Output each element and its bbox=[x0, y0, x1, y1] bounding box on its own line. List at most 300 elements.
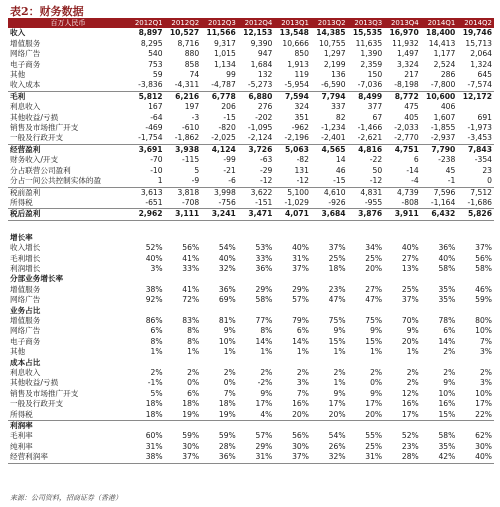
row-label: 电子商务 bbox=[10, 59, 41, 69]
table-cell: 7,512 bbox=[470, 187, 492, 197]
table-cell: 25% bbox=[401, 284, 419, 294]
table-cell: 82 bbox=[335, 112, 346, 122]
table-cell: 38% bbox=[145, 284, 163, 294]
table-cell: -6 bbox=[201, 176, 238, 187]
table-cell: 1,497 bbox=[397, 49, 419, 59]
table-cell bbox=[348, 306, 385, 316]
table-cell bbox=[384, 421, 421, 432]
table-cell: 5,812 bbox=[138, 91, 163, 101]
table-cell: 40% bbox=[457, 452, 494, 463]
table-cell bbox=[421, 306, 458, 316]
table-cell: 1,177 bbox=[433, 49, 456, 59]
table-cell: 1% bbox=[223, 347, 236, 357]
table-cell: 0% bbox=[223, 378, 236, 388]
table-cell bbox=[165, 274, 202, 284]
table-cell: 14% bbox=[438, 336, 456, 346]
table-cell: -1 bbox=[421, 176, 458, 187]
table-cell bbox=[384, 306, 421, 316]
table-cell: -2,770 bbox=[384, 133, 421, 144]
table-cell: 12% bbox=[401, 388, 419, 398]
table-cell: 18% bbox=[218, 399, 236, 409]
table-title: 表2：财务数据 bbox=[10, 5, 84, 18]
table-cell: 2,199 bbox=[323, 59, 346, 69]
table-cell: 41% bbox=[182, 253, 200, 263]
table-cell: 37% bbox=[165, 452, 202, 463]
table-cell: 6% bbox=[187, 388, 200, 398]
table-cell: 850 bbox=[294, 49, 309, 59]
table-cell: 86% bbox=[145, 315, 163, 325]
table-cell: 37% bbox=[274, 452, 311, 463]
table-header-row bbox=[8, 18, 494, 28]
row-label: 业务占比 bbox=[10, 305, 41, 315]
table-cell: 4,610 bbox=[323, 187, 346, 197]
table-row bbox=[8, 264, 494, 274]
row-label: 分占联营公司盈利 bbox=[10, 165, 71, 175]
table-cell: 3,726 bbox=[248, 144, 273, 154]
table-cell: 54% bbox=[218, 243, 236, 253]
table-cell bbox=[201, 220, 238, 233]
table-cell: -1,095 bbox=[247, 123, 273, 133]
table-row bbox=[8, 295, 494, 305]
table-cell: -115 bbox=[181, 155, 200, 165]
table-cell: 1,134 bbox=[214, 59, 236, 69]
table-cell: -12 bbox=[348, 176, 385, 187]
table-cell: 18% bbox=[328, 263, 346, 273]
table-cell: 1% bbox=[187, 347, 200, 357]
table-cell: 59% bbox=[182, 431, 200, 441]
section-header-row bbox=[8, 274, 494, 284]
table-cell bbox=[457, 220, 494, 233]
table-cell: 6% bbox=[150, 326, 163, 336]
table-cell bbox=[274, 306, 311, 316]
table-cell: 19% bbox=[165, 410, 202, 421]
section-header-row bbox=[8, 306, 494, 316]
table-cell: 28% bbox=[218, 441, 236, 451]
table-cell bbox=[201, 358, 238, 368]
table-cell: 1% bbox=[296, 347, 309, 357]
table-cell: -63 bbox=[259, 155, 273, 165]
table-cell: 74 bbox=[189, 70, 200, 80]
table-cell bbox=[384, 274, 421, 284]
table-cell: 150 bbox=[367, 70, 383, 80]
table-cell: 69% bbox=[218, 295, 236, 305]
table-cell: 56% bbox=[182, 243, 200, 253]
table-cell: 52% bbox=[145, 243, 163, 253]
table-body bbox=[8, 28, 494, 463]
table-cell: 13,548 bbox=[279, 28, 309, 38]
table-cell: 3,818 bbox=[177, 187, 200, 197]
table-cell: 37% bbox=[475, 243, 492, 253]
table-row bbox=[8, 220, 494, 233]
table-cell: 324 bbox=[294, 102, 309, 112]
table-cell: 14,413 bbox=[428, 38, 456, 48]
table-cell: 81% bbox=[218, 315, 236, 325]
table-cell: 8% bbox=[187, 326, 200, 336]
table-cell: 15% bbox=[421, 410, 458, 421]
table-cell bbox=[457, 233, 494, 243]
table-cell: 217 bbox=[404, 70, 419, 80]
table-cell: 18% bbox=[182, 399, 200, 409]
table-cell: 2% bbox=[443, 347, 456, 357]
table-cell: 9% bbox=[223, 326, 236, 336]
table-cell: 10,666 bbox=[282, 38, 309, 48]
table-cell: 10% bbox=[438, 388, 456, 398]
table-cell: -1,466 bbox=[357, 123, 383, 133]
row-label: 毛利增长 bbox=[10, 253, 41, 263]
table-cell: 16,970 bbox=[389, 28, 419, 38]
table-cell: 47% bbox=[365, 295, 383, 305]
table-cell: 3,911 bbox=[384, 209, 421, 220]
row-label: 增值服务 bbox=[10, 284, 41, 294]
table-cell: 8% bbox=[187, 336, 200, 346]
table-cell: -3,836 bbox=[128, 80, 165, 91]
table-row bbox=[8, 123, 494, 133]
table-cell: -469 bbox=[145, 123, 163, 133]
table-cell: 197 bbox=[184, 102, 200, 112]
table-cell bbox=[421, 233, 458, 243]
table-row bbox=[8, 198, 494, 209]
table-cell: -21 bbox=[223, 165, 236, 175]
table-cell: 15% bbox=[328, 336, 346, 346]
table-cell: 206 bbox=[221, 102, 236, 112]
table-cell bbox=[384, 220, 421, 233]
table-cell bbox=[128, 358, 165, 368]
table-cell: 167 bbox=[148, 102, 163, 112]
table-cell: 36% bbox=[438, 243, 456, 253]
table-cell bbox=[128, 274, 165, 284]
table-cell: 16% bbox=[401, 399, 419, 409]
table-cell bbox=[201, 274, 238, 284]
table-cell bbox=[311, 274, 348, 284]
table-cell: 2% bbox=[223, 368, 236, 377]
table-cell: 18% bbox=[145, 399, 163, 409]
table-cell: 40% bbox=[218, 253, 236, 263]
table-cell: -82 bbox=[296, 155, 309, 165]
table-cell: 59 bbox=[152, 70, 163, 80]
row-label: 经营盈利 bbox=[10, 144, 41, 154]
table-cell: -651 bbox=[128, 198, 165, 209]
table-cell: 2% bbox=[406, 368, 419, 377]
table-cell: 17% bbox=[384, 410, 421, 421]
table-cell: 3,471 bbox=[238, 209, 275, 220]
table-cell: 4,071 bbox=[274, 209, 311, 220]
table-cell: 2% bbox=[479, 368, 492, 377]
table-cell: 377 bbox=[367, 102, 383, 112]
table-cell: 62% bbox=[475, 431, 492, 441]
table-cell: 78% bbox=[438, 315, 456, 325]
table-cell: 7,594 bbox=[284, 91, 309, 101]
table-cell: 10% bbox=[218, 336, 236, 346]
table-cell bbox=[238, 220, 275, 233]
table-cell: 6% bbox=[443, 326, 456, 336]
table-cell: -1,754 bbox=[128, 133, 165, 144]
table-cell: 5,826 bbox=[457, 209, 494, 220]
table-cell: 119 bbox=[294, 70, 309, 80]
row-label: 增值服务 bbox=[10, 38, 41, 48]
table-cell: -151 bbox=[238, 198, 275, 209]
table-cell: 2% bbox=[443, 368, 456, 377]
table-cell: -15 bbox=[311, 176, 348, 187]
table-cell: 50 bbox=[372, 165, 383, 175]
header-period: 2014Q2 bbox=[457, 18, 494, 28]
table-cell: 858 bbox=[184, 59, 200, 69]
table-cell: 2% bbox=[296, 368, 309, 377]
header-period: 2013Q2 bbox=[311, 18, 348, 28]
table-cell: 20% bbox=[274, 410, 311, 421]
table-cell: 2% bbox=[187, 368, 200, 377]
table-cell: 753 bbox=[148, 59, 163, 69]
table-cell: -2,937 bbox=[421, 133, 458, 144]
table-cell: 1,684 bbox=[250, 59, 273, 69]
table-row bbox=[8, 60, 494, 70]
table-cell: 19% bbox=[201, 410, 238, 421]
table-cell: -202 bbox=[255, 112, 273, 122]
table-row bbox=[8, 70, 494, 80]
table-cell bbox=[384, 358, 421, 368]
table-cell: 3% bbox=[296, 378, 309, 388]
table-cell: -15 bbox=[223, 112, 236, 122]
table-cell bbox=[238, 421, 275, 432]
table-cell: 15,713 bbox=[465, 38, 492, 48]
table-cell: 4,124 bbox=[211, 144, 236, 154]
table-cell: 6 bbox=[413, 155, 419, 165]
table-cell: 27% bbox=[401, 253, 419, 263]
header-period: 2014Q1 bbox=[421, 18, 458, 28]
row-label: 收入增长 bbox=[10, 243, 41, 253]
row-label: 财务收入/开支 bbox=[10, 155, 59, 165]
table-cell: 40% bbox=[438, 253, 456, 263]
table-cell: -354 bbox=[474, 155, 492, 165]
header-period: 2013Q3 bbox=[348, 18, 385, 28]
table-cell bbox=[348, 274, 385, 284]
table-cell: 80% bbox=[475, 315, 492, 325]
table-cell: 286 bbox=[440, 70, 456, 80]
table-cell: 32% bbox=[218, 263, 236, 273]
table-cell: 5 bbox=[194, 165, 200, 175]
table-cell bbox=[311, 358, 348, 368]
table-row bbox=[8, 144, 494, 155]
table-cell bbox=[274, 421, 311, 432]
row-label: 增长率 bbox=[10, 232, 33, 242]
row-label: 税后盈利 bbox=[8, 209, 128, 220]
table-cell: 8,295 bbox=[140, 38, 163, 48]
table-cell: -4 bbox=[384, 176, 421, 187]
table-cell: 6% bbox=[296, 326, 309, 336]
table-cell: 47% bbox=[328, 295, 346, 305]
table-cell: 31% bbox=[238, 452, 275, 463]
table-cell: 60% bbox=[145, 431, 163, 441]
table-cell bbox=[201, 421, 238, 432]
table-cell: 15,535 bbox=[352, 28, 383, 38]
table-cell: 2,064 bbox=[470, 49, 492, 59]
table-cell: 1 bbox=[128, 176, 165, 187]
table-cell: 56% bbox=[292, 431, 309, 441]
table-cell: -238 bbox=[438, 155, 456, 165]
table-cell: 75% bbox=[328, 315, 346, 325]
table-cell: 7,790 bbox=[431, 144, 456, 154]
table-cell: 3,691 bbox=[138, 144, 163, 154]
table-cell: -4,311 bbox=[165, 80, 202, 91]
financial-table bbox=[8, 18, 494, 464]
table-cell: 691 bbox=[477, 112, 492, 122]
row-label: 利润增长 bbox=[10, 263, 41, 273]
table-cell: 36% bbox=[255, 263, 273, 273]
table-cell: 77% bbox=[255, 315, 273, 325]
row-label bbox=[8, 220, 128, 233]
table-cell: 0% bbox=[370, 378, 383, 388]
table-cell: 7% bbox=[479, 336, 492, 346]
table-cell bbox=[311, 306, 348, 316]
table-cell bbox=[128, 233, 165, 243]
table-row bbox=[8, 431, 494, 441]
table-cell: 5,100 bbox=[287, 187, 309, 197]
table-row bbox=[8, 80, 494, 91]
table-cell: 55% bbox=[365, 431, 383, 441]
table-cell: 38% bbox=[128, 452, 165, 463]
table-cell: 4,739 bbox=[397, 187, 419, 197]
row-label: 网络广告 bbox=[10, 326, 41, 336]
table-cell: 15% bbox=[365, 336, 383, 346]
table-cell: 1% bbox=[370, 347, 383, 357]
table-cell: 1,390 bbox=[360, 49, 383, 59]
table-cell: 57% bbox=[255, 431, 273, 441]
table-cell bbox=[165, 233, 202, 243]
row-label: 网络广告 bbox=[10, 295, 41, 305]
table-cell: 2% bbox=[150, 368, 163, 377]
table-cell bbox=[201, 233, 238, 243]
table-cell bbox=[274, 358, 311, 368]
table-cell: 35% bbox=[438, 295, 456, 305]
table-cell: 136 bbox=[331, 70, 346, 80]
table-cell: 406 bbox=[440, 102, 456, 112]
table-row bbox=[8, 389, 494, 399]
table-cell: 30% bbox=[475, 441, 492, 451]
table-cell: -962 bbox=[291, 123, 309, 133]
table-cell: 405 bbox=[404, 112, 419, 122]
table-cell: 58% bbox=[438, 431, 456, 441]
table-cell: 30% bbox=[292, 441, 309, 451]
table-cell: 7,596 bbox=[433, 187, 456, 197]
table-cell: 37% bbox=[328, 243, 346, 253]
table-cell: 12,172 bbox=[462, 91, 492, 101]
table-row bbox=[8, 91, 494, 102]
table-cell: 132 bbox=[257, 70, 273, 80]
section-header-row bbox=[8, 421, 494, 432]
table-cell: 10,600 bbox=[426, 91, 456, 101]
table-cell bbox=[457, 358, 494, 368]
table-cell: 1,297 bbox=[323, 49, 346, 59]
section-header-row bbox=[8, 358, 494, 368]
table-cell: 40% bbox=[145, 253, 163, 263]
table-cell: -1,862 bbox=[165, 133, 202, 144]
table-cell: 17% bbox=[255, 399, 273, 409]
table-cell: 29% bbox=[255, 284, 273, 294]
table-cell: 3,241 bbox=[201, 209, 238, 220]
table-cell bbox=[311, 421, 348, 432]
table-cell: 46 bbox=[335, 165, 346, 175]
table-cell: 7,794 bbox=[321, 91, 346, 101]
table-cell: -1,973 bbox=[467, 123, 492, 133]
table-cell: 9% bbox=[333, 388, 346, 398]
table-cell: 1,324 bbox=[470, 59, 492, 69]
table-cell: 14% bbox=[255, 336, 273, 346]
table-row bbox=[8, 410, 494, 421]
table-row bbox=[8, 155, 494, 165]
row-label: 所得税 bbox=[8, 410, 128, 421]
table-cell: 37% bbox=[292, 263, 309, 273]
table-row bbox=[8, 39, 494, 49]
table-cell: 3,111 bbox=[165, 209, 202, 220]
table-cell bbox=[384, 233, 421, 243]
table-cell: 8,716 bbox=[177, 38, 200, 48]
table-cell: 337 bbox=[331, 102, 346, 112]
table-cell: 8,772 bbox=[394, 91, 419, 101]
table-cell: 33% bbox=[255, 253, 273, 263]
table-cell: -7,574 bbox=[457, 80, 494, 91]
table-cell: 8% bbox=[150, 336, 163, 346]
table-cell: 10% bbox=[475, 326, 492, 336]
table-cell: 99 bbox=[226, 70, 236, 80]
table-cell: -955 bbox=[348, 198, 385, 209]
table-cell: 23 bbox=[482, 165, 492, 175]
row-label: 销售及市场推广开支 bbox=[10, 123, 79, 133]
table-cell: -3 bbox=[191, 112, 200, 122]
table-cell: 10,755 bbox=[318, 38, 346, 48]
row-label: 其他收益/亏损 bbox=[10, 378, 59, 388]
row-label: 分占一间公共控制实体的盈 bbox=[8, 176, 128, 187]
table-cell: 54% bbox=[328, 431, 346, 441]
table-cell: 31% bbox=[292, 253, 309, 263]
table-cell: 1% bbox=[333, 378, 346, 388]
table-cell: 9% bbox=[370, 388, 383, 398]
table-cell: -1,029 bbox=[274, 198, 311, 209]
header-period: 2012Q4 bbox=[238, 18, 275, 28]
table-cell: -610 bbox=[181, 123, 200, 133]
table-cell: -708 bbox=[165, 198, 202, 209]
table-cell: -1,234 bbox=[321, 123, 346, 133]
table-cell: 20% bbox=[311, 410, 348, 421]
table-row bbox=[8, 347, 494, 357]
table-cell: 20% bbox=[365, 263, 383, 273]
source-note: 来源：公司资料，招商证券（香港） bbox=[10, 494, 122, 502]
table-cell: 4,816 bbox=[358, 144, 383, 154]
table-cell: 17% bbox=[475, 399, 492, 409]
table-cell: 79% bbox=[292, 315, 309, 325]
table-cell: 2,524 bbox=[433, 59, 456, 69]
table-cell: -1,855 bbox=[430, 123, 456, 133]
table-cell: -2,621 bbox=[348, 133, 385, 144]
table-cell: 6,432 bbox=[421, 209, 458, 220]
table-cell: 9% bbox=[370, 326, 383, 336]
table-cell: -70 bbox=[150, 155, 163, 165]
table-cell: 9,317 bbox=[214, 38, 236, 48]
table-cell: 3,876 bbox=[348, 209, 385, 220]
table-cell: 0 bbox=[457, 176, 494, 187]
table-cell: 33% bbox=[182, 263, 200, 273]
table-row bbox=[8, 337, 494, 347]
table-cell: 46% bbox=[475, 284, 492, 294]
table-cell bbox=[165, 358, 202, 368]
table-cell bbox=[274, 220, 311, 233]
table-cell: -7,036 bbox=[348, 80, 385, 91]
table-cell: 2% bbox=[370, 368, 383, 377]
table-cell bbox=[128, 220, 165, 233]
table-cell: 26% bbox=[328, 441, 346, 451]
table-cell: 1,015 bbox=[214, 49, 236, 59]
row-label: 利息收入 bbox=[10, 368, 41, 377]
table-cell: 3% bbox=[150, 263, 163, 273]
table-cell: 1% bbox=[260, 347, 273, 357]
